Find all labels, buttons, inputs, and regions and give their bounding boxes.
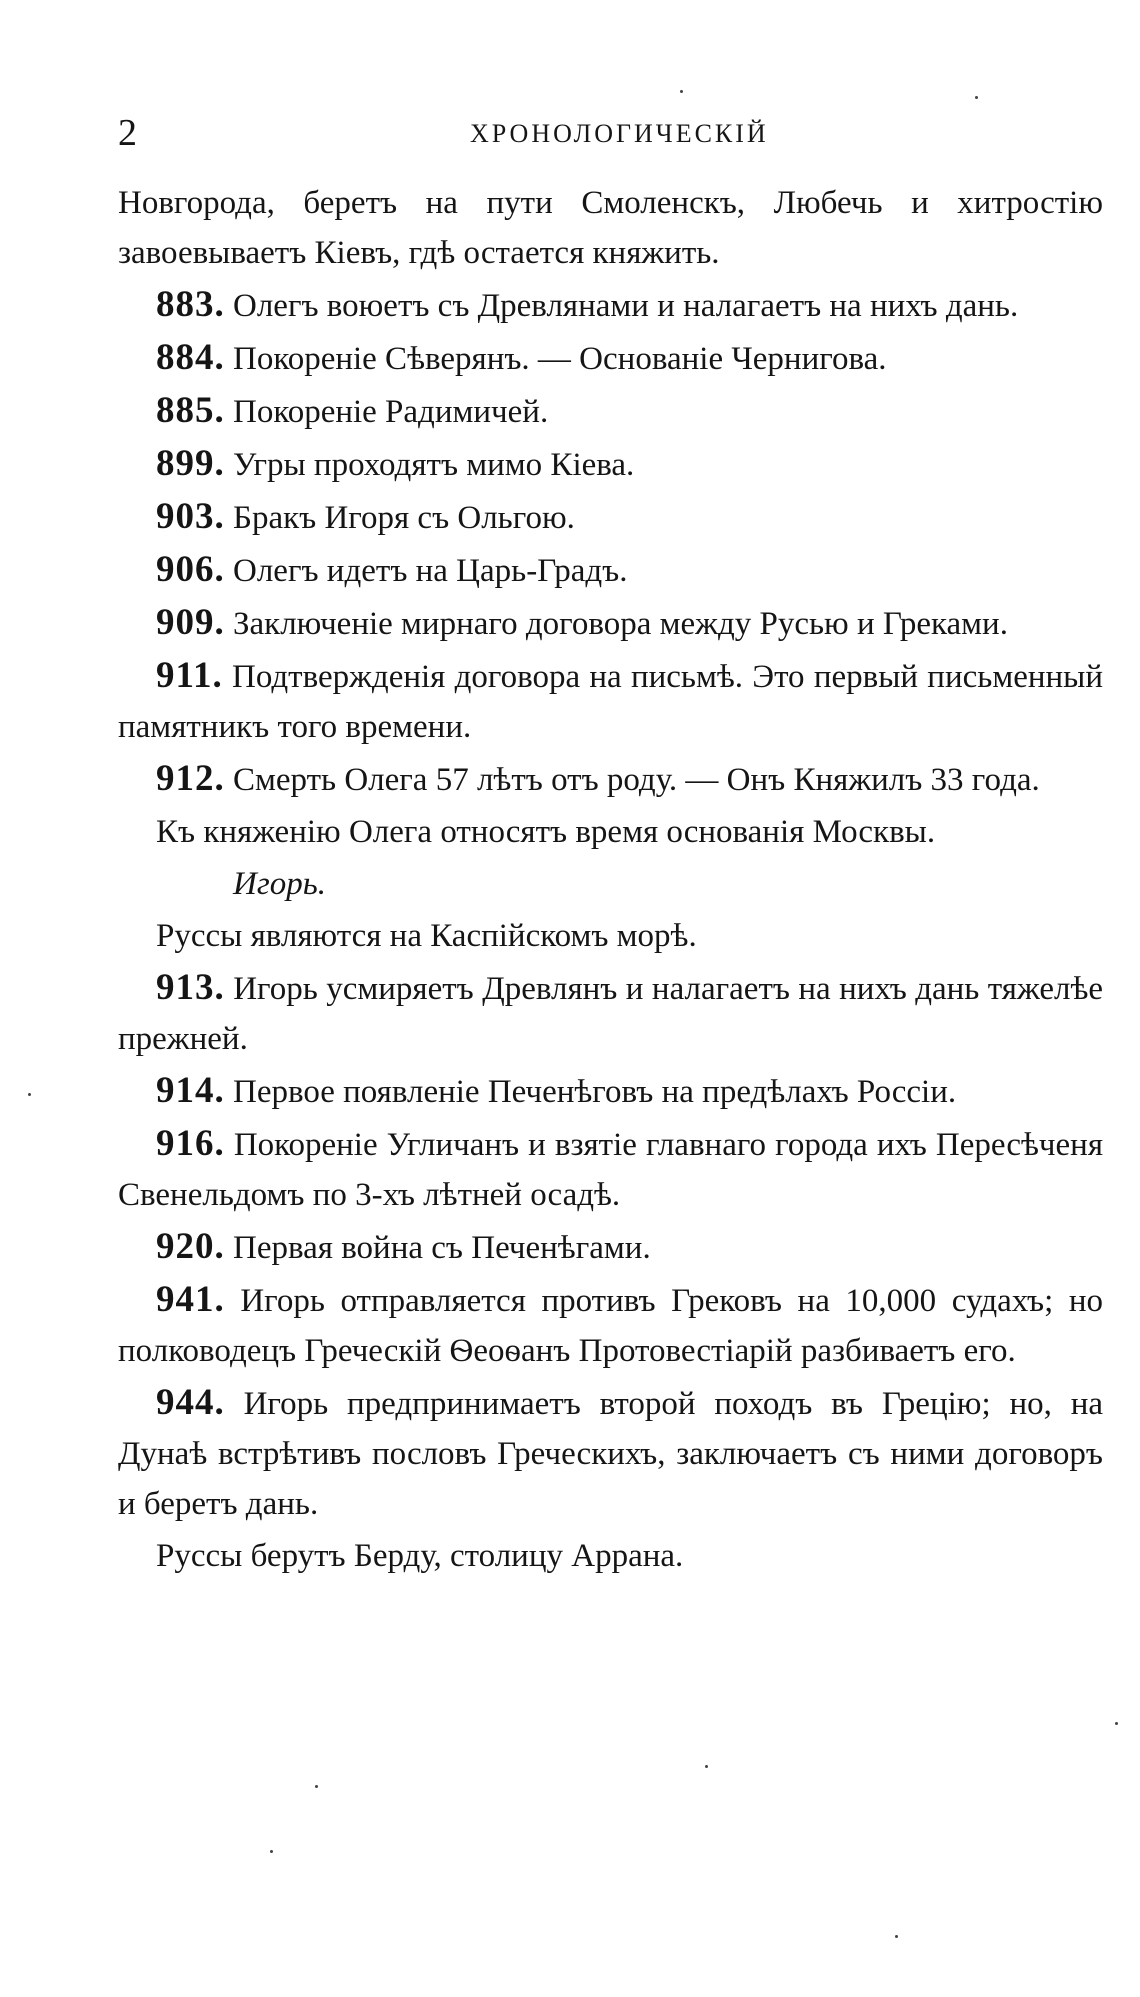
body-text <box>118 178 1103 1583</box>
entry-year: 899. <box>156 443 225 484</box>
scan-speck <box>270 1850 273 1853</box>
chronicle-note <box>118 807 1103 857</box>
note-text: Руссы являются на Каспійскомъ морѣ. <box>156 918 697 954</box>
page-number: 2 <box>118 112 137 154</box>
entry-text: Первая война съ Печенѣгами. <box>233 1230 651 1266</box>
entry-year: 906. <box>156 549 225 590</box>
scan-speck <box>975 96 978 99</box>
note-text: Къ княженію Олега относятъ время основанія Москвы. <box>156 814 936 850</box>
entry-text: Покореніе Сѣверянъ. — Основаніе Чернигова. <box>233 341 887 377</box>
chronicle-entry <box>118 754 1103 805</box>
entry-text: Олегъ воюетъ съ Древлянами и налагаетъ на нихъ дань. <box>233 288 1019 324</box>
entry-text: Смерть Олега 57 лѣтъ отъ роду. — Онъ Княжилъ 33 года. <box>233 762 1040 798</box>
entry-year: 944. <box>156 1382 225 1423</box>
entry-text: Бракъ Игоря съ Ольгою. <box>233 500 575 536</box>
entry-year: 903. <box>156 496 225 537</box>
chronicle-note <box>118 911 1103 961</box>
scan-speck <box>28 1093 31 1096</box>
entry-year: 913. <box>156 967 225 1008</box>
entry-year: 909. <box>156 602 225 643</box>
running-head: ХРОНОЛОГИЧЕСКІЙ <box>470 119 769 148</box>
entry-year: 884. <box>156 337 225 378</box>
entry-text: Подтвержденія договора на письмѣ. Это первый письменный памятникъ того времени. <box>118 659 1103 745</box>
chronicle-entry <box>118 651 1103 752</box>
chronicle-entry <box>118 280 1103 331</box>
entry-text: Олегъ идетъ на Царь-Градъ. <box>233 553 628 589</box>
scan-speck <box>680 90 683 93</box>
chronicle-entry <box>118 545 1103 596</box>
chronicle-entry <box>118 1275 1103 1376</box>
entry-text: Игорь предпринимаетъ второй походъ въ Грецію; но, на Дунаѣ встрѣтивъ пословъ Греческихъ, заключаетъ съ ними договоръ и беретъ дань. <box>118 1386 1103 1522</box>
entry-year: 883. <box>156 284 225 325</box>
chronicle-entry <box>118 439 1103 490</box>
entry-year: 916. <box>156 1123 225 1164</box>
paragraph-continuation <box>118 178 1103 278</box>
chronicle-entry <box>118 1066 1103 1117</box>
scan-speck <box>1115 1722 1118 1725</box>
chronicle-entry <box>118 492 1103 543</box>
entry-text: Покореніе Угличанъ и взятіе главнаго города ихъ Пересѣченя Свенельдомъ по 3-хъ лѣтней осадѣ. <box>118 1127 1103 1213</box>
chronicle-note <box>118 1531 1103 1581</box>
scan-speck <box>315 1785 318 1788</box>
chronicle-entry <box>118 333 1103 384</box>
section-heading: Игорь. <box>233 866 326 902</box>
entry-text: Игорь усмиряетъ Древлянъ и налагаетъ на нихъ дань тяжелѣе прежней. <box>118 971 1104 1057</box>
entry-text: Покореніе Радимичей. <box>233 394 549 430</box>
entry-year: 941. <box>156 1279 225 1320</box>
paragraph-text: Новгорода, беретъ на пути Смоленскъ, Любечь и хитростію завоевываетъ Кіевъ, гдѣ остается княжить. <box>118 185 1103 271</box>
scan-speck <box>895 1935 898 1938</box>
entry-text: Игорь отправляется противъ Грековъ на 10,000 судахъ; но полководецъ Греческій Ѳеоѳанъ Протовестіарій разбиваетъ его. <box>118 1283 1104 1369</box>
entry-text: Заключеніе мирнаго договора между Русью и Греками. <box>233 606 1008 642</box>
page-header <box>0 108 1140 158</box>
entry-text: Угры проходятъ мимо Кіева. <box>233 447 635 483</box>
chronicle-entry <box>118 1222 1103 1273</box>
chronicle-entry <box>118 963 1103 1064</box>
entry-text: Первое появленіе Печенѣговъ на предѣлахъ Россіи. <box>233 1074 957 1110</box>
chronicle-entry <box>118 1119 1103 1220</box>
entry-year: 920. <box>156 1226 225 1267</box>
chronicle-entry <box>118 386 1103 437</box>
entry-year: 914. <box>156 1070 225 1111</box>
chronicle-entry <box>118 1378 1103 1529</box>
note-text: Руссы берутъ Берду, столицу Аррана. <box>156 1538 684 1574</box>
entry-year: 911. <box>156 655 223 696</box>
scan-speck <box>705 1765 708 1768</box>
entry-year: 912. <box>156 758 225 799</box>
entry-year: 885. <box>156 390 225 431</box>
chronicle-entry <box>118 598 1103 649</box>
